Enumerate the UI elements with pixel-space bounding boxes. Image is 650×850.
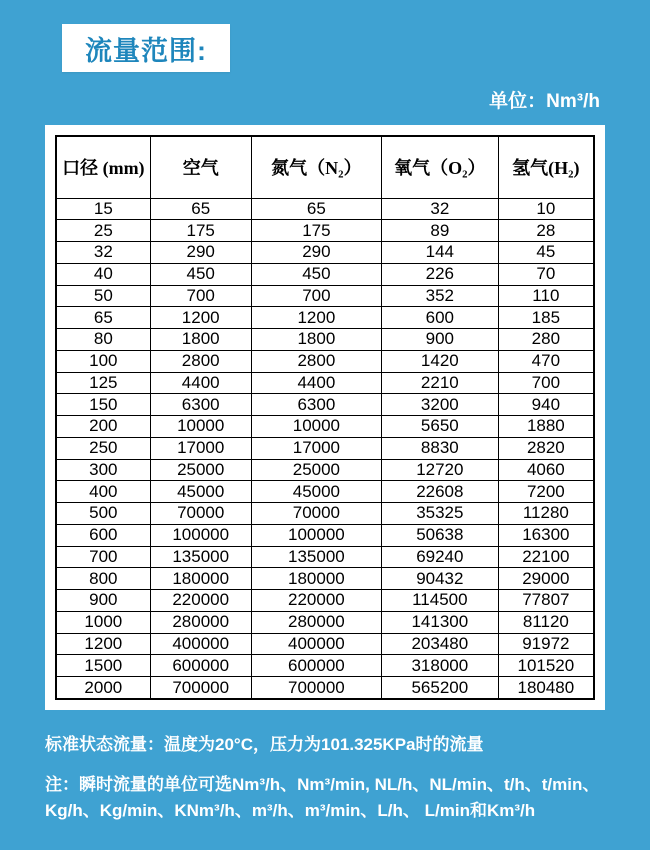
table-cell: 175 xyxy=(150,220,251,242)
table-cell: 35325 xyxy=(381,503,498,525)
table-cell: 101520 xyxy=(498,655,594,677)
table-cell: 22100 xyxy=(498,546,594,568)
units-note: 注：瞬时流量的单位可选Nm³/h、Nm³/min, NL/h、NL/min、t/h、t/min、Kg/h、Kg/min、KNm³/h、m³/h、m³/min、L/h、 L/min和Km³/h xyxy=(45,775,600,821)
table-cell: 45000 xyxy=(150,481,251,503)
table-cell: 250 xyxy=(56,437,150,459)
table-cell: 17000 xyxy=(150,437,251,459)
table-cell: 150 xyxy=(56,394,150,416)
table-cell: 135000 xyxy=(251,546,381,568)
table-cell: 7200 xyxy=(498,481,594,503)
table-row xyxy=(56,524,594,546)
table-cell: 203480 xyxy=(381,633,498,655)
table-cell: 125 xyxy=(56,372,150,394)
table-row xyxy=(56,329,594,351)
table-cell: 6300 xyxy=(251,394,381,416)
table-cell: 280000 xyxy=(251,611,381,633)
table-cell: 4060 xyxy=(498,459,594,481)
table-cell: 5650 xyxy=(381,416,498,438)
table-cell: 32 xyxy=(56,242,150,264)
table-cell: 100 xyxy=(56,350,150,372)
table-cell: 220000 xyxy=(150,590,251,612)
table-cell: 22608 xyxy=(381,481,498,503)
table-cell: 114500 xyxy=(381,590,498,612)
table-cell: 1000 xyxy=(56,611,150,633)
table-cell: 280000 xyxy=(150,611,251,633)
table-cell: 8830 xyxy=(381,437,498,459)
table-cell: 90432 xyxy=(381,568,498,590)
title-badge xyxy=(62,24,230,72)
table-row xyxy=(56,503,594,525)
table-cell: 1200 xyxy=(251,307,381,329)
table-cell: 220000 xyxy=(251,590,381,612)
table-cell: 25000 xyxy=(150,459,251,481)
table-cell: 565200 xyxy=(381,677,498,700)
table-cell: 50638 xyxy=(381,524,498,546)
table-cell: 900 xyxy=(56,590,150,612)
table-row xyxy=(56,263,594,285)
table-cell: 100000 xyxy=(251,524,381,546)
table-row xyxy=(56,459,594,481)
table-cell: 65 xyxy=(56,307,150,329)
table-cell: 4400 xyxy=(150,372,251,394)
table-cell: 10000 xyxy=(251,416,381,438)
table-row xyxy=(56,416,594,438)
table-cell: 180480 xyxy=(498,677,594,700)
table-cell: 28 xyxy=(498,220,594,242)
flow-range-table xyxy=(55,135,595,700)
table-cell: 65 xyxy=(150,198,251,220)
table-cell: 400 xyxy=(56,481,150,503)
table-cell: 29000 xyxy=(498,568,594,590)
table-row xyxy=(56,350,594,372)
table-cell: 2800 xyxy=(150,350,251,372)
table-cell: 25000 xyxy=(251,459,381,481)
table-row xyxy=(56,590,594,612)
table-cell: 45000 xyxy=(251,481,381,503)
table-cell: 80 xyxy=(56,329,150,351)
table-cell: 70 xyxy=(498,263,594,285)
table-cell: 400000 xyxy=(150,633,251,655)
unit-label: 单位：Nm³/h xyxy=(489,91,600,112)
table-row xyxy=(56,677,594,700)
standard-state-note: 标准状态流量：温度为20°C，压力为101.325KPa时的流量 xyxy=(45,735,484,754)
table-row xyxy=(56,655,594,677)
table-cell: 32 xyxy=(381,198,498,220)
table-row xyxy=(56,633,594,655)
table-cell: 17000 xyxy=(251,437,381,459)
table-cell: 2210 xyxy=(381,372,498,394)
table-cell: 141300 xyxy=(381,611,498,633)
table-cell: 65 xyxy=(251,198,381,220)
table-cell: 89 xyxy=(381,220,498,242)
table-cell: 16300 xyxy=(498,524,594,546)
table-row xyxy=(56,307,594,329)
table-cell: 700 xyxy=(498,372,594,394)
table-cell: 280 xyxy=(498,329,594,351)
table-cell: 45 xyxy=(498,242,594,264)
table-row xyxy=(56,568,594,590)
table-cell: 10000 xyxy=(150,416,251,438)
flow-range-table-panel xyxy=(45,125,605,710)
table-cell: 300 xyxy=(56,459,150,481)
table-cell: 700 xyxy=(150,285,251,307)
table-cell: 450 xyxy=(251,263,381,285)
table-cell: 15 xyxy=(56,198,150,220)
table-cell: 700 xyxy=(56,546,150,568)
table-cell: 11280 xyxy=(498,503,594,525)
table-cell: 50 xyxy=(56,285,150,307)
table-cell: 470 xyxy=(498,350,594,372)
table-cell: 290 xyxy=(251,242,381,264)
table-cell: 900 xyxy=(381,329,498,351)
table-cell: 600000 xyxy=(251,655,381,677)
title-badge-label: 流量范围: xyxy=(85,35,207,66)
table-cell: 144 xyxy=(381,242,498,264)
table-cell: 600 xyxy=(381,307,498,329)
table-row xyxy=(56,198,594,220)
column-header: 空气 xyxy=(150,136,251,198)
table-cell: 700 xyxy=(251,285,381,307)
table-cell: 70000 xyxy=(251,503,381,525)
table-cell: 185 xyxy=(498,307,594,329)
table-row xyxy=(56,546,594,568)
column-header: 氢气(H₂) xyxy=(498,136,594,198)
table-cell: 200 xyxy=(56,416,150,438)
table-cell: 500 xyxy=(56,503,150,525)
table-cell: 100000 xyxy=(150,524,251,546)
table-cell: 180000 xyxy=(150,568,251,590)
table-cell: 77807 xyxy=(498,590,594,612)
column-header: 氧气（O₂） xyxy=(381,136,498,198)
table-cell: 318000 xyxy=(381,655,498,677)
table-cell: 40 xyxy=(56,263,150,285)
table-cell: 1200 xyxy=(56,633,150,655)
table-cell: 2000 xyxy=(56,677,150,700)
table-cell: 2820 xyxy=(498,437,594,459)
table-cell: 352 xyxy=(381,285,498,307)
table-cell: 81120 xyxy=(498,611,594,633)
table-cell: 69240 xyxy=(381,546,498,568)
table-row xyxy=(56,394,594,416)
table-cell: 1880 xyxy=(498,416,594,438)
table-row xyxy=(56,372,594,394)
table-row xyxy=(56,285,594,307)
table-cell: 6300 xyxy=(150,394,251,416)
table-row xyxy=(56,481,594,503)
table-cell: 600 xyxy=(56,524,150,546)
table-cell: 180000 xyxy=(251,568,381,590)
table-cell: 175 xyxy=(251,220,381,242)
column-header: 氮气（N₂） xyxy=(251,136,381,198)
table-cell: 940 xyxy=(498,394,594,416)
table-row xyxy=(56,437,594,459)
table-cell: 70000 xyxy=(150,503,251,525)
table-cell: 110 xyxy=(498,285,594,307)
column-header: 口径 (mm) xyxy=(56,136,150,198)
flow-table-body xyxy=(56,198,594,699)
table-cell: 226 xyxy=(381,263,498,285)
table-cell: 135000 xyxy=(150,546,251,568)
table-cell: 4400 xyxy=(251,372,381,394)
notes-section xyxy=(45,730,623,825)
table-cell: 700000 xyxy=(150,677,251,700)
flow-table-header-row xyxy=(56,136,594,198)
table-cell: 10 xyxy=(498,198,594,220)
table-cell: 800 xyxy=(56,568,150,590)
table-cell: 600000 xyxy=(150,655,251,677)
table-row xyxy=(56,611,594,633)
table-cell: 91972 xyxy=(498,633,594,655)
table-row xyxy=(56,220,594,242)
table-cell: 1800 xyxy=(251,329,381,351)
table-cell: 1200 xyxy=(150,307,251,329)
table-cell: 290 xyxy=(150,242,251,264)
table-cell: 400000 xyxy=(251,633,381,655)
table-cell: 3200 xyxy=(381,394,498,416)
table-cell: 12720 xyxy=(381,459,498,481)
table-row xyxy=(56,242,594,264)
table-cell: 2800 xyxy=(251,350,381,372)
table-cell: 450 xyxy=(150,263,251,285)
table-cell: 1420 xyxy=(381,350,498,372)
table-cell: 1500 xyxy=(56,655,150,677)
table-cell: 1800 xyxy=(150,329,251,351)
table-cell: 25 xyxy=(56,220,150,242)
table-cell: 700000 xyxy=(251,677,381,700)
